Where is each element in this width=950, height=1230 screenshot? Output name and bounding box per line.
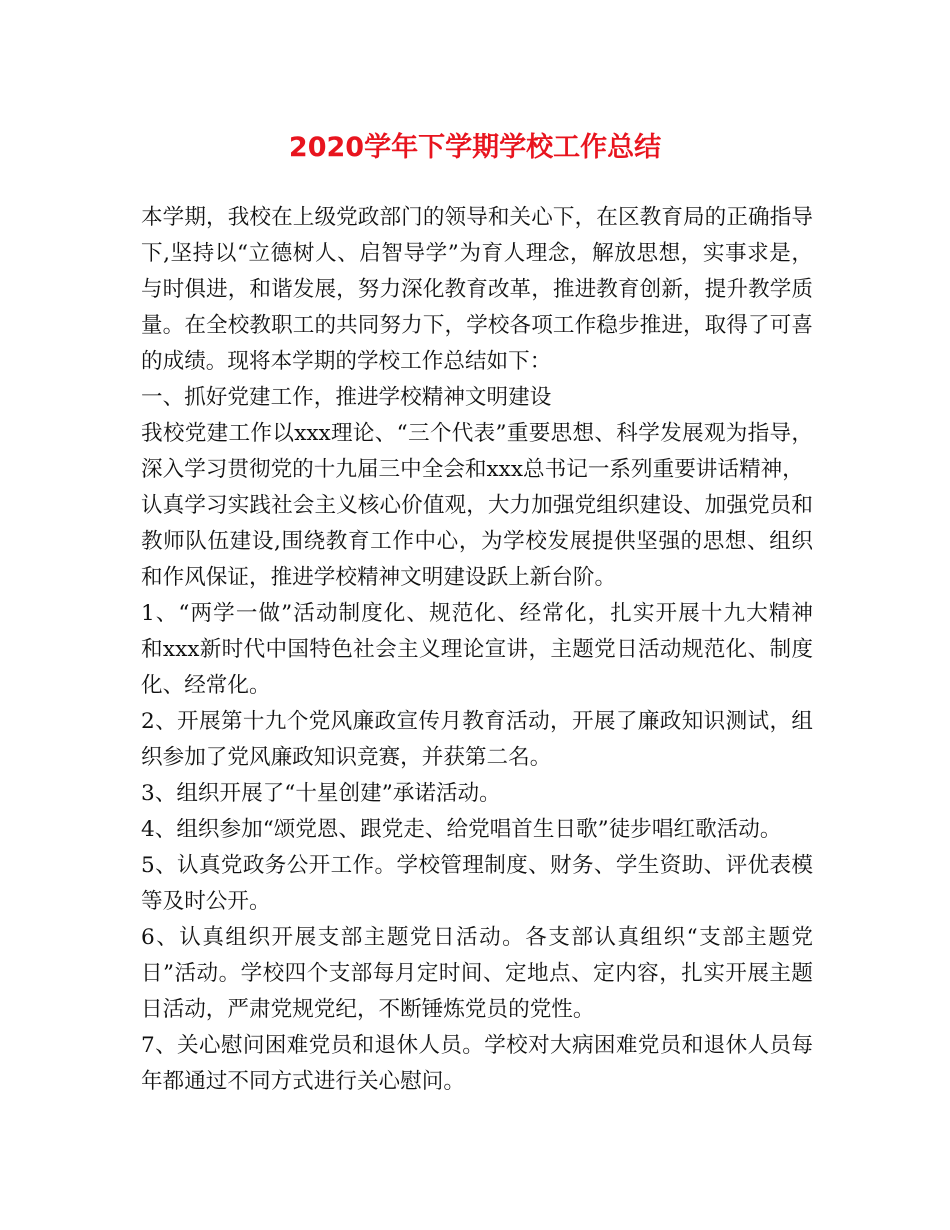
- body-line: 我校党建工作以xxx理论、“三个代表”重要思想、科学发展观为指导，: [141, 421, 813, 446]
- body-line: 认真学习实践社会主义核心价值观，大力加强党组织建设、加强党员和: [141, 493, 813, 518]
- body-line: 教师队伍建设,围绕教育工作中心，为学校发展提供坚强的思想、组织: [141, 529, 813, 554]
- section-heading: 一、抓好党建工作，推进学校精神文明建设: [141, 385, 552, 410]
- list-item: 日”活动。学校四个支部每月定时间、定地点、定内容，扎实开展主题: [141, 961, 813, 986]
- list-item: 年都通过不同方式进行关心慰问。: [141, 1069, 465, 1094]
- body-line: 深入学习贯彻党的十九届三中全会和xxx总书记一系列重要讲话精神，: [141, 457, 804, 482]
- list-item: 1、“两学一做”活动制度化、规范化、经常化，扎实开展十九大精神: [141, 601, 813, 626]
- list-item: 和xxx新时代中国特色社会主义理论宣讲，主题党日活动规范化、制度: [141, 637, 813, 662]
- list-item: 7、关心慰问困难党员和退休人员。学校对大病困难党员和退休人员每: [141, 1033, 813, 1058]
- body-line: 量。在全校教职工的共同努力下，学校各项工作稳步推进，取得了可喜: [141, 313, 813, 338]
- document-body: [141, 200, 813, 1100]
- list-item: 4、组织参加“颂党恩、跟党走、给党唱首生日歌”徒步唱红歌活动。: [141, 817, 782, 842]
- list-item: 3、组织开展了“十星创建”承诺活动。: [141, 781, 501, 806]
- list-item: 日活动，严肃党规党纪，不断锤炼党员的党性。: [141, 997, 595, 1022]
- list-item: 2、开展第十九个党风廉政宣传月教育活动，开展了廉政知识测试，组: [141, 709, 813, 734]
- document-title: 2020学年下学期学校工作总结: [288, 132, 662, 163]
- body-line: 和作风保证，推进学校精神文明建设跃上新台阶。: [141, 565, 617, 590]
- list-item: 6、认真组织开展支部主题党日活动。各支部认真组织“支部主题党: [141, 925, 813, 950]
- body-line: 本学期，我校在上级党政部门的领导和关心下，在区教育局的正确指导: [141, 205, 813, 230]
- body-line: 下,坚持以“立德树人、启智导学”为育人理念，解放思想，实事求是，: [141, 241, 813, 266]
- body-line: 与时俱进，和谐发展，努力深化教育改革，推进教育创新，提升教学质: [141, 277, 813, 302]
- body-line: 的成绩。现将本学期的学校工作总结如下：: [141, 349, 552, 374]
- list-item: 织参加了党风廉政知识竞赛，并获第二名。: [141, 745, 552, 770]
- list-item: 化、经常化。: [141, 673, 271, 698]
- list-item: 等及时公开。: [141, 889, 271, 914]
- list-item: 5、认真党政务公开工作。学校管理制度、财务、学生资助、评优表模: [141, 853, 813, 878]
